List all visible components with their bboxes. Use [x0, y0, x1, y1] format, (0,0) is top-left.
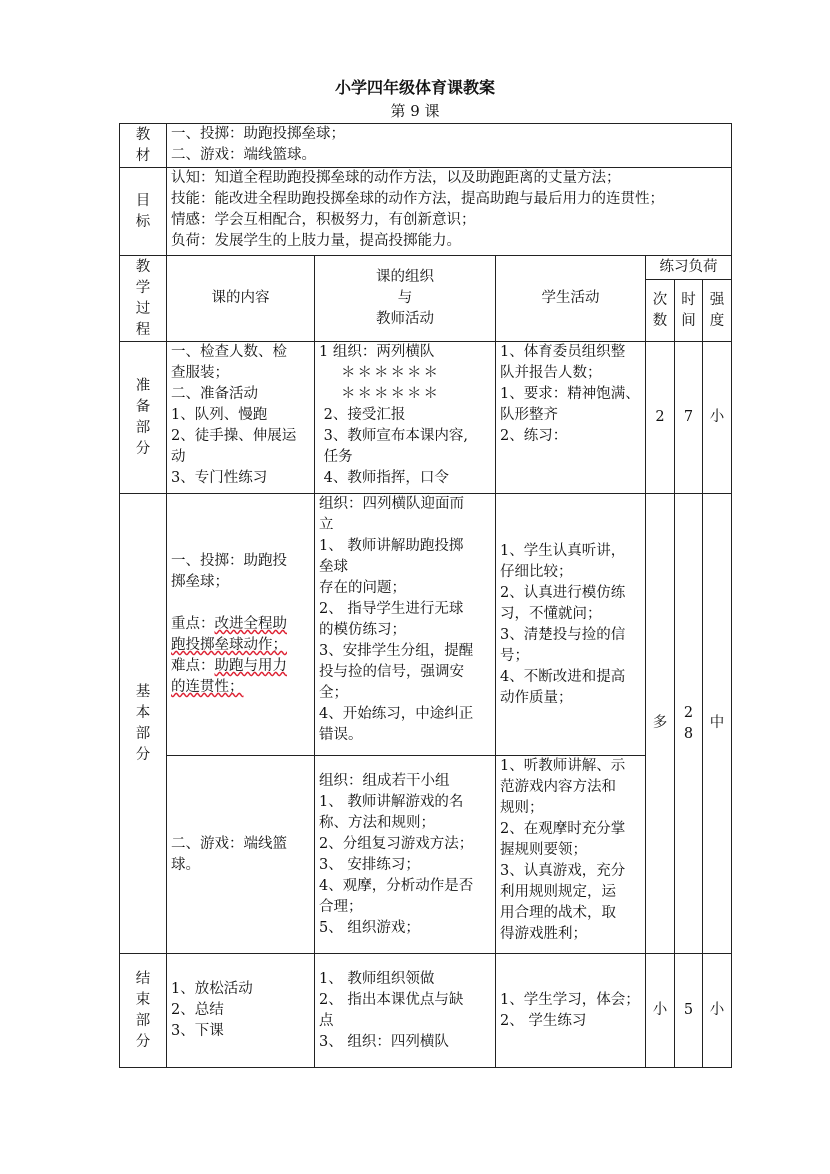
prep-time: 7 — [675, 342, 703, 494]
prep-count: 2 — [646, 342, 675, 494]
formation-row-2: ＊＊＊＊＊＊ — [341, 386, 440, 402]
prep-row — [120, 342, 732, 494]
formation-row-1: ＊＊＊＊＊＊ — [341, 365, 440, 381]
page-title: 小学四年级体育课教案 — [334, 78, 495, 97]
end-time: 5 — [675, 954, 703, 1068]
basic-time: 2 8 — [675, 494, 703, 954]
process-header: 教 学 过 程 — [120, 256, 167, 342]
key-point: 改进全程助 — [214, 616, 287, 632]
lesson-plan-table — [119, 123, 732, 1068]
difficulty-point: 助跑与用力 — [214, 658, 287, 674]
intensity-header: 强 度 — [703, 280, 732, 342]
basic-count: 多 — [646, 494, 675, 954]
count-header: 次 数 — [646, 280, 675, 342]
basic-student-2: 1、听教师讲解、示 范游戏内容方法和 规则； 2、在观摩时充分掌 握规则要领； 3、认真游戏，充分 利用规则规定，运 用合理的战术，取 得游戏胜利； — [496, 756, 646, 954]
basic-row-2 — [120, 756, 732, 954]
material-row — [120, 124, 732, 168]
basic-content-2: 二、游戏：端线篮 球。 — [167, 756, 315, 954]
basic-content-1: 一、投掷：助跑投 掷垒球； 重点：改进全程助 跑投掷垒球动作； 难点：助跑与用力 的连贯性； — [167, 494, 315, 756]
goals-content: 认知：知道全程助跑投掷垒球的动作方法，以及助跑距离的丈量方法； 技能：能改进全程助跑投掷垒球的动作方法，提高助跑与最后用力的连贯性； 情感：学会互相配合，积极努力，有创新意识； 负荷：发展学生的上肢力量，提高投掷能力。 — [167, 168, 732, 256]
organization-header: 课的组织 与 教师活动 — [315, 256, 496, 342]
end-count: 小 — [646, 954, 675, 1068]
goals-row — [120, 168, 732, 256]
basic-teacher-1: 组织：四列横队迎面而 立 1、 教师讲解助跑投掷 垒球 存在的问题； 2、 指导学生进行无球 的模仿练习； 3、安排学生分组，提醒 投与捡的信号，强调安 全； 4、开始练习，中途纠正 错误。 — [315, 494, 496, 756]
student-header: 学生活动 — [496, 256, 646, 342]
prep-teacher: 1 组织：两列横队 ＊＊＊＊＊＊ ＊＊＊＊＊＊ 2、接受汇报 3、教师宣布本课内容, 任务 4、教师指挥，口令 — [315, 342, 496, 494]
prep-student: 1、体育委员组织整 队并报告人数； 1、要求：精神饱满、 队形整齐 2、练习： — [496, 342, 646, 494]
prep-content: 一、检查人数、检 查服装； 二、准备活动 1、队列、慢跑 2、徒手操、伸展运 动 3、专门性练习 — [167, 342, 315, 494]
prep-label: 准 备 部 分 — [120, 342, 167, 494]
load-header: 练习负荷 — [646, 256, 732, 280]
basic-label: 基 本 部 分 — [120, 494, 167, 954]
prep-intensity: 小 — [703, 342, 732, 494]
lesson-number: 第 9 课 — [390, 102, 440, 120]
basic-teacher-2: 组织：组成若干小组 1、 教师讲解游戏的名 称、方法和规则； 2、分组复习游戏方法； 3、 安排练习； 4、观摩，分析动作是否 合理； 5、 组织游戏； — [315, 756, 496, 954]
material-content: 一、投掷：助跑投掷垒球； 二、游戏：端线篮球。 — [167, 124, 732, 168]
end-row — [120, 954, 732, 1068]
material-label: 教 材 — [120, 124, 167, 168]
header-row-1 — [120, 256, 732, 280]
content-header: 课的内容 — [167, 256, 315, 342]
end-teacher: 1、 教师组织领做 2、 指出本课优点与缺 点 3、 组织：四列横队 — [315, 954, 496, 1068]
end-content: 1、放松活动 2、总结 3、下课 — [167, 954, 315, 1068]
basic-row-1 — [120, 494, 732, 756]
basic-student-1: 1、学生认真听讲， 仔细比较； 2、认真进行模仿练 习，不懂就问； 3、清楚投与捡的信 号； 4、不断改进和提高 动作质量； — [496, 494, 646, 756]
goals-label: 目 标 — [120, 168, 167, 256]
time-header: 时 间 — [675, 280, 703, 342]
end-intensity: 小 — [703, 954, 732, 1068]
basic-intensity: 中 — [703, 494, 732, 954]
end-student: 1、学生学习，体会； 2、 学生练习 — [496, 954, 646, 1068]
end-label: 结 束 部 分 — [120, 954, 167, 1068]
